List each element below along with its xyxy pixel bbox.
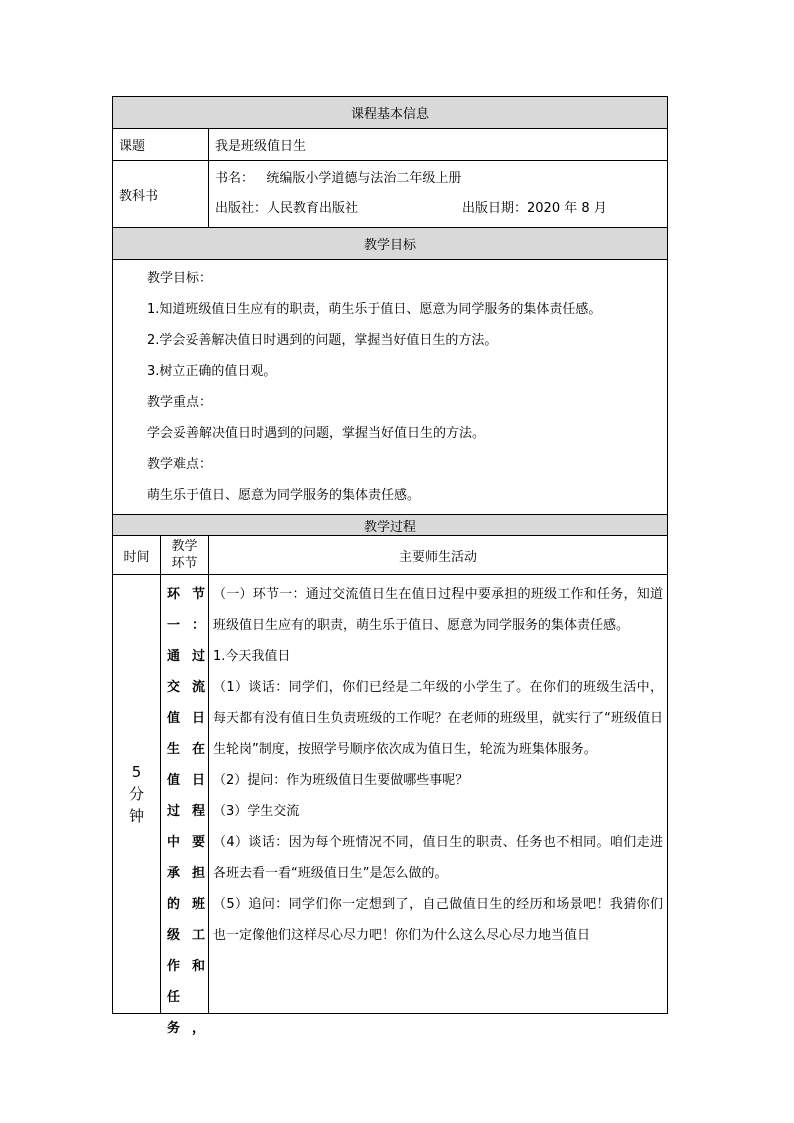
- topic-value: 我是班级值日生: [209, 129, 668, 161]
- activity-paragraph: （1）谈话：同学们，你们已经是二年级的小学生了。在你们的班级生活中，每天都有没有值日生负责班级的工作呢？在老师的班级里，就实行了“班级值日生轮岗”制度，按照学号顺序依次成为值日生，轮流为班集体服务。: [213, 680, 664, 757]
- activity-paragraph: （2）提问：作为班级值日生要做哪些事呢？: [213, 773, 469, 788]
- col-header-time: 时间: [113, 536, 161, 575]
- stage-line: 交 流: [167, 680, 205, 695]
- stage-cell: [161, 575, 209, 1036]
- goal-line: 学会妥善解决值日时遇到的问题，掌握当好值日生的方法。: [147, 426, 486, 441]
- col-header-activity: 主要师生活动: [209, 536, 668, 575]
- time-unit-1: 分: [128, 785, 144, 803]
- textbook-label: 教科书: [113, 161, 209, 228]
- lesson-plan-table: [112, 96, 668, 1036]
- stage-line: 值 日: [167, 773, 205, 788]
- activity-cell: [209, 575, 668, 1014]
- goal-line: 3.树立正确的值日观。: [147, 364, 277, 379]
- stage-line: 级 工: [167, 928, 205, 943]
- publisher: 出版社：人民教育出版社: [215, 201, 359, 216]
- goal-line: 教学难点：: [147, 457, 213, 472]
- time-cell: [113, 575, 161, 1014]
- textbook-info: [209, 161, 668, 228]
- col-header-stage-line1: 教学: [171, 539, 198, 554]
- time-unit-2: 钟: [128, 807, 144, 825]
- col-header-stage: [161, 536, 209, 575]
- stage-line: 过 程: [167, 804, 205, 819]
- time-value: 5: [131, 763, 142, 781]
- stage-line: 任务，: [167, 990, 205, 1036]
- book-name-line: [215, 164, 661, 194]
- activity-paragraph: （5）追问：同学们你一定想到了，自己做值日生的经历和场景吧！我猜你们也一定像他们这样尽心尽力吧！你们为什么这么尽心尽力地当值日: [213, 897, 664, 943]
- stage-line: 环 节: [167, 587, 205, 602]
- stage-line: 一 ：: [167, 618, 205, 633]
- goal-line: 1.知道班级值日生应有的职责，萌生乐于值日、愿意为同学服务的集体责任感。: [147, 302, 602, 317]
- topic-label: 课题: [113, 129, 209, 161]
- section-header-process: 教学过程: [113, 515, 668, 536]
- book-label: 书名：: [215, 171, 255, 186]
- stage-line: 承 担: [167, 866, 205, 881]
- publisher-line: [215, 194, 661, 224]
- goal-line: 教学目标：: [147, 271, 213, 286]
- activity-paragraph: 1.今天我值日: [213, 649, 291, 664]
- stage-line: 中 要: [167, 835, 205, 850]
- stage-line: 值 日: [167, 711, 205, 726]
- goals-block: [113, 260, 668, 515]
- stage-line: 通 过: [167, 649, 205, 664]
- col-header-stage-line2: 环节: [171, 556, 198, 571]
- activity-paragraph: （一）环节一：通过交流值日生在值日过程中要承担的班级工作和任务，知道班级值日生应有的职责，萌生乐于值日、愿意为同学服务的集体责任感。: [213, 587, 664, 633]
- goal-line: 教学重点：: [147, 395, 213, 410]
- section-header-basic-info: 课程基本信息: [113, 97, 668, 129]
- activity-paragraph: （4）谈话：因为每个班情况不同，值日生的职责、任务也不相同。咱们走进各班去看一看“班级值日生”是怎么做的。: [213, 835, 664, 881]
- stage-line: 的 班: [167, 897, 205, 912]
- publish-date: 出版日期：2020 年 8 月: [462, 201, 607, 216]
- book-value: 统编版小学道德与法治二年级上册: [266, 171, 462, 186]
- stage-line: 生 在: [167, 742, 205, 757]
- section-header-goals: 教学目标: [113, 228, 668, 260]
- stage-line: 作 和: [167, 959, 205, 974]
- goal-line: 2.学会妥善解决值日时遇到的问题，掌握当好值日生的方法。: [147, 333, 498, 348]
- goal-line: 萌生乐于值日、愿意为同学服务的集体责任感。: [147, 488, 421, 503]
- activity-paragraph: （3）学生交流: [213, 804, 300, 819]
